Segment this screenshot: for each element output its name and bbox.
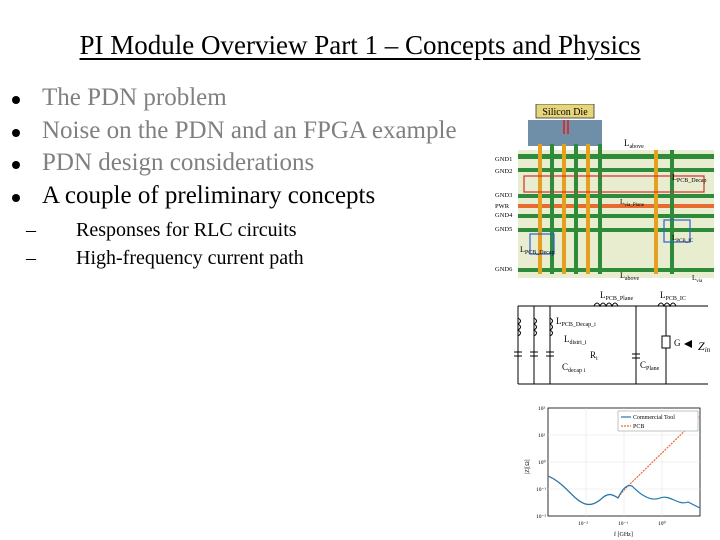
- port-arrow-icon: [684, 340, 692, 348]
- package: [528, 120, 602, 146]
- c-plane-label: $C_{Plane}$: [640, 360, 660, 372]
- bullet-text: The PDN problem: [42, 84, 227, 111]
- layer-label: GND3: [495, 192, 513, 199]
- sub-bullet-text: High-frequency current path: [76, 247, 304, 269]
- slide-title: [0, 30, 720, 61]
- l-above-bottom-label: $L_{above}$: [620, 271, 640, 282]
- l-via-plane-label: $L_{via\_Plane}$: [620, 198, 644, 208]
- plane-gnd6: [518, 268, 714, 272]
- l-pcb-plane-label: $L_{PCB\_Plane}$: [600, 290, 634, 302]
- bullet-item: [10, 147, 457, 180]
- bullet-item: [10, 180, 457, 213]
- port-label: G: [674, 338, 681, 348]
- bullet-text: A couple of preliminary concepts: [42, 181, 376, 209]
- l-via-label: $L_{via}$: [692, 274, 703, 284]
- x-tick-label: 10⁻¹: [618, 521, 629, 527]
- l-above-top-label: $L_{above}$: [624, 138, 644, 150]
- layer-label: GND2: [495, 168, 513, 175]
- l-pcb-decap-right-label: $L_{PCB\_Decap}$: [672, 173, 707, 184]
- c-decap-label: $C_{decap i}$: [562, 362, 586, 374]
- slide-title-text: PI Module Overview Part 1 – Concepts and Physics: [79, 30, 641, 60]
- layer-label: GND6: [495, 266, 513, 273]
- legend-box: [618, 411, 698, 431]
- impedance-plot: [520, 402, 720, 540]
- bullet-dot-icon: [12, 129, 20, 137]
- x-tick-label: 10⁻²: [578, 521, 589, 527]
- l-pcb-decap-label: $L_{PCB\_Decap\_i}$: [556, 316, 596, 328]
- legend-label: Commercial Tool: [633, 415, 675, 421]
- sub-bullet-text: Responses for RLC circuits: [76, 219, 297, 241]
- plane-gnd2: [518, 168, 714, 172]
- l-distri-label: $L_{distri\_i}$: [564, 334, 587, 346]
- via: [654, 150, 658, 274]
- bullet-item: [10, 115, 457, 148]
- layer-label: GND5: [495, 226, 513, 233]
- circuit-schematic: [508, 284, 720, 396]
- l-pcb-decap-left-label: $L_{PCB\_Decap}$: [520, 245, 555, 256]
- legend-label: PCB: [633, 424, 645, 430]
- y-tick-label: 10⁻¹: [536, 487, 547, 493]
- z-in-label: Zin: [698, 339, 711, 354]
- y-axis-label: |Z|[Ω]: [525, 459, 531, 474]
- l-pcb-ic-label: $L_{PCB\_IC}$: [672, 234, 694, 244]
- via: [574, 144, 578, 274]
- y-tick-label: 10⁰: [538, 460, 546, 466]
- y-tick-label: 10¹: [538, 433, 546, 439]
- sub-bullet-item: [20, 244, 304, 272]
- bullet-dot-icon: [12, 161, 20, 169]
- x-axis-label: f [GHz]: [614, 532, 633, 538]
- bullet-list: [10, 82, 457, 212]
- sub-bullet-list: [20, 216, 304, 272]
- layer-label: GND4: [495, 212, 513, 219]
- l-pcb-ic-label: $L_{PCB\_IC}$: [660, 290, 686, 302]
- layer-label: GND1: [495, 156, 513, 163]
- x-tick-label: 10⁰: [658, 521, 666, 527]
- plane-pwr: [518, 204, 714, 208]
- bullet-item: [10, 82, 457, 115]
- via: [562, 144, 566, 274]
- plane-gnd5: [518, 228, 714, 232]
- layer-label: PWR: [495, 203, 510, 210]
- r-i-label: $R_i$: [590, 350, 598, 362]
- via: [598, 144, 602, 274]
- y-tick-label: 10⁻²: [536, 514, 547, 520]
- dash-icon: –: [26, 219, 36, 241]
- dash-icon: –: [26, 247, 36, 269]
- via: [586, 144, 590, 274]
- via: [670, 150, 674, 274]
- bullet-text: PDN design considerations: [42, 149, 315, 176]
- port-box: [662, 336, 670, 348]
- plane-gnd3: [518, 194, 714, 198]
- y-tick-label: 10²: [538, 406, 546, 412]
- pcb-stackup-figure: [494, 104, 720, 284]
- plane-gnd1: [518, 154, 714, 159]
- die-label: Silicon Die: [542, 107, 588, 118]
- bullet-text: Noise on the PDN and an FPGA example: [42, 116, 457, 144]
- bullet-dot-icon: [12, 194, 20, 202]
- sub-bullet-item: [20, 216, 304, 244]
- plane-gnd4: [518, 214, 714, 218]
- bullet-dot-icon: [12, 96, 20, 104]
